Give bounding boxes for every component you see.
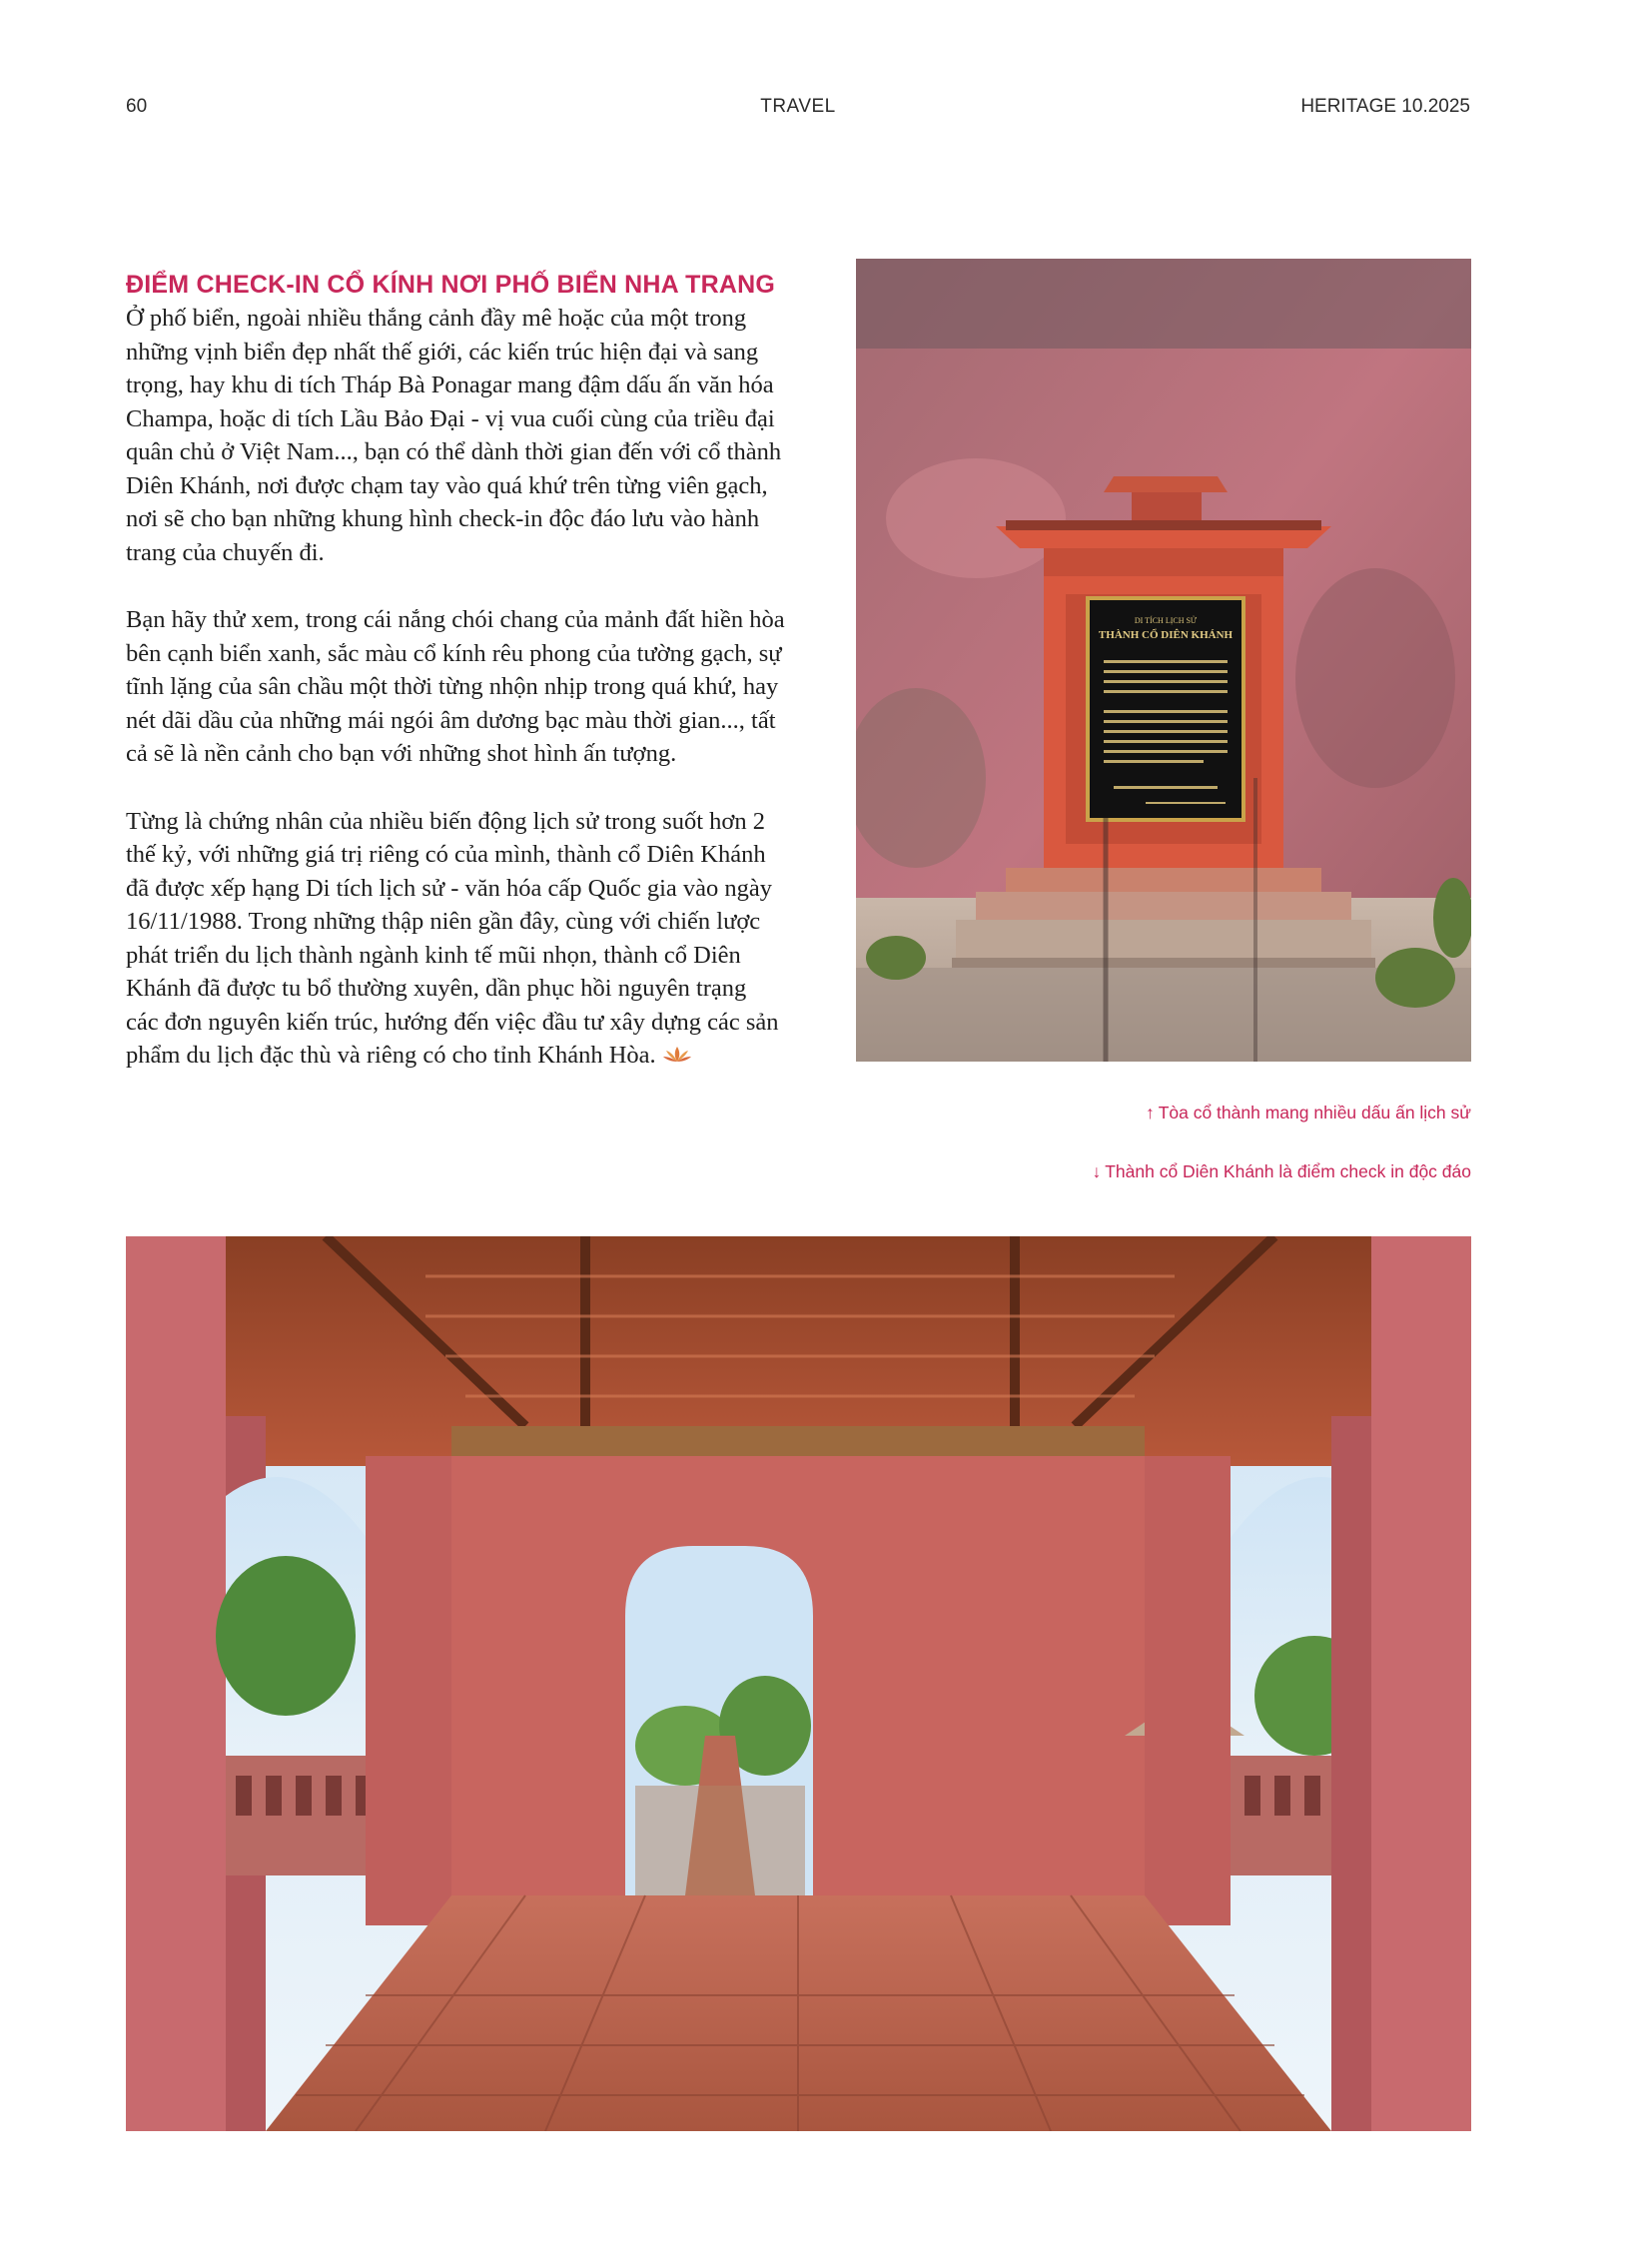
plaque-subtitle: DI TÍCH LỊCH SỬ — [1134, 616, 1198, 625]
arrow-up-icon: ↑ — [1145, 1103, 1155, 1122]
paragraph-3-text: Từng là chứng nhân của nhiều biến động lịch sử trong suốt hơn 2 thế kỷ, với những giá trị riêng có của mình, thành cổ Diên Khánh đã được xếp hạng Di tích lịch sử - văn hóa cấp Quốc gia vào ngày 16/11/1988. Trong những thập niên gần đây, cùng với chiến lược phát triển du lịch thành ngành kinh tế mũi nhọn, thành cổ Diên Khánh đã được tu bổ thường xuyên, dần phục hồi nguyên trạng các đơn nguyên kiến trúc, hướng đến việc đầu tư xây dựng các sản phẩm du lịch đặc thù và riêng có cho tỉnh Khánh Hòa. — [126, 807, 779, 1069]
caption-bottom-text: Thành cổ Diên Khánh là điểm check in độc đáo — [1105, 1161, 1471, 1181]
gatehouse-photo — [126, 1236, 1471, 2131]
caption-top-text: Tòa cổ thành mang nhiều dấu ấn lịch sử — [1158, 1103, 1471, 1122]
caption-top-photo — [1146, 1103, 1471, 1123]
page-number: 60 — [126, 96, 148, 117]
caption-bottom-photo — [1092, 1161, 1471, 1182]
plaque-photo — [856, 259, 1471, 1062]
paragraph-3 — [126, 805, 785, 1075]
section-label: TRAVEL — [760, 96, 836, 117]
issue-label: HERITAGE 10.2025 — [1300, 96, 1470, 117]
article-body — [126, 268, 785, 1108]
lotus-icon — [662, 1041, 692, 1075]
page-header — [126, 96, 1470, 120]
paragraph-1: Ở phố biển, ngoài nhiều thắng cảnh đầy mê hoặc của một trong những vịnh biển đẹp nhất thế giới, các kiến trúc hiện đại và sang trọng, hay khu di tích Tháp Bà Ponagar mang đậm dấu ấn văn hóa Champa, hoặc di tích Lầu Bảo Đại - vị vua cuối cùng của triều đại quân chủ ở Việt Nam..., bạn có thể dành thời gian đến với cổ thành Diên Khánh, nơi được chạm tay vào quá khứ trên từng viên gạch, nơi sẽ cho bạn những khung hình check-in độc đáo lưu vào hành trang của chuyến đi. — [126, 305, 782, 566]
arrow-down-icon: ↓ — [1092, 1161, 1102, 1181]
article-heading: ĐIỂM CHECK-IN CỔ KÍNH NƠI PHỐ BIỂN NHA TRANG — [126, 271, 776, 299]
plaque-title: THÀNH CỔ DIÊN KHÁNH — [1098, 629, 1234, 641]
paragraph-2: Bạn hãy thử xem, trong cái nắng chói chang của mảnh đất hiền hòa bên cạnh biển xanh, sắc màu cổ kính rêu phong của tường gạch, sự tĩnh lặng của sân chầu một thời từng nhộn nhịp trong quá khứ, hay nét dãi dầu của những mái ngói âm dương bạc màu thời gian..., tất cả sẽ là nền cảnh cho bạn với những shot hình ấn tượng. — [126, 606, 785, 767]
